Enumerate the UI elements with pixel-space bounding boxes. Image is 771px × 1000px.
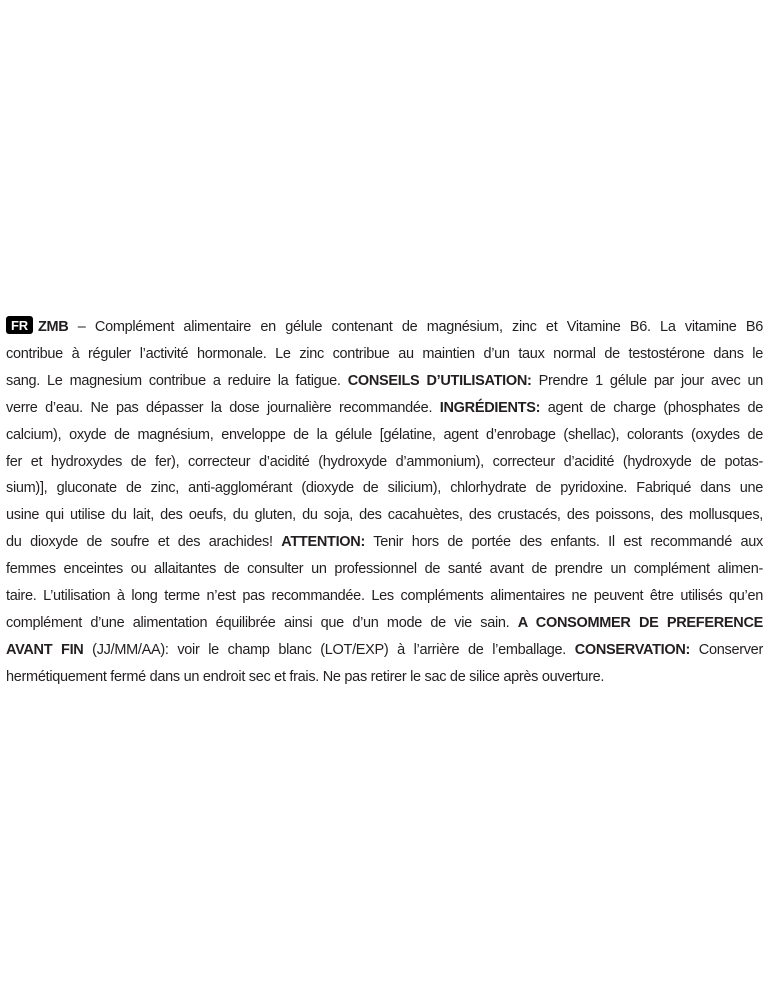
label-text-segment: agent de charge (phosphates de xyxy=(540,399,764,416)
label-text-segment: complément d’une alimentation équilibrée ainsi que d’un mode de vie sain. xyxy=(6,614,518,631)
label-text-line xyxy=(6,422,763,449)
label-text-segment: Prendre 1 gélule par jour avec un xyxy=(531,372,763,389)
label-text-line xyxy=(6,368,763,395)
label-text-line xyxy=(6,664,763,691)
label-text-segment: taire. L’utilisation à long terme n’est pas recommandée. Les compléments alimentaires ne peuvent être utilisés qu’en xyxy=(6,588,763,605)
label-text-line xyxy=(6,583,763,610)
label-bold-segment: CONSERVATION: xyxy=(574,641,691,658)
label-bold-segment: INGRÉDIENTS: xyxy=(439,399,541,416)
label-text-block xyxy=(6,314,763,691)
label-text-line xyxy=(6,475,763,502)
label-text-segment: du dioxyde de soufre et des arachides! xyxy=(6,534,282,551)
label-bold-segment: AVANT FIN xyxy=(6,641,84,658)
label-text-segment: verre d’eau. Ne pas dépasser la dose journalière recommandée. xyxy=(6,399,440,416)
label-bold-segment: ATTENTION: xyxy=(281,534,365,551)
label-bold-segment: ZMB xyxy=(37,319,69,335)
label-text-line xyxy=(6,637,763,664)
label-text-segment: contribue à réguler l’activité hormonale. Le zinc contribue au maintien d’un taux normal de testostérone dans le xyxy=(6,345,763,362)
label-text-segment: calcium), oxyde de magnésium, enveloppe de la gélule [gélatine, agent d’enrobage (shellac), colorants (oxydes de xyxy=(6,426,763,443)
label-text-line xyxy=(6,395,763,422)
label-text-segment: femmes enceintes ou allaitantes de consulter un professionnel de santé avant de prendre un complément alimen- xyxy=(6,561,763,578)
label-text-segment: sium)], gluconate de zinc, anti-agglomérant (dioxyde de silicium), chlorhydrate de pyridoxine. Fabriqué dans une xyxy=(6,480,763,497)
label-text-segment: – Complément alimentaire en gélule contenant de magnésium, zinc et Vitamine B6. La vitamine B6 xyxy=(68,319,763,335)
label-text-segment: sang. Le magnesium contribue a reduire la fatigue. xyxy=(6,372,348,389)
label-text-line xyxy=(6,502,763,529)
fr-language-badge: FR xyxy=(6,316,33,334)
label-text-line xyxy=(6,529,763,556)
label-bold-segment: CONSEILS D’UTILISATION: xyxy=(347,372,532,389)
label-text-line xyxy=(6,314,763,341)
label-bold-segment: A CONSOMMER DE PREFERENCE xyxy=(517,614,763,631)
label-text-segment: fer et hydroxydes de fer), correcteur d’acidité (hydroxyde d’ammonium), correcteur d’acidité (hydroxyde de potas- xyxy=(6,453,763,470)
label-text-segment: hermétiquement fermé dans un endroit sec et frais. Ne pas retirer le sac de silice après ouverture. xyxy=(6,668,605,685)
label-text-line xyxy=(6,449,763,476)
label-text-line xyxy=(6,341,763,368)
label-text-segment: Conserver xyxy=(690,641,763,658)
label-text-segment: usine qui utilise du lait, des oeufs, du gluten, du soja, des cacahuètes, des crustacés, des poissons, des mollusques, xyxy=(6,507,763,524)
label-text-segment: (JJ/MM/AA): voir le champ blanc (LOT/EXP) à l’arrière de l’emballage. xyxy=(83,641,575,658)
label-text-line xyxy=(6,610,763,637)
label-text-segment: Tenir hors de portée des enfants. Il est recommandé aux xyxy=(364,534,764,551)
label-text-line xyxy=(6,556,763,583)
